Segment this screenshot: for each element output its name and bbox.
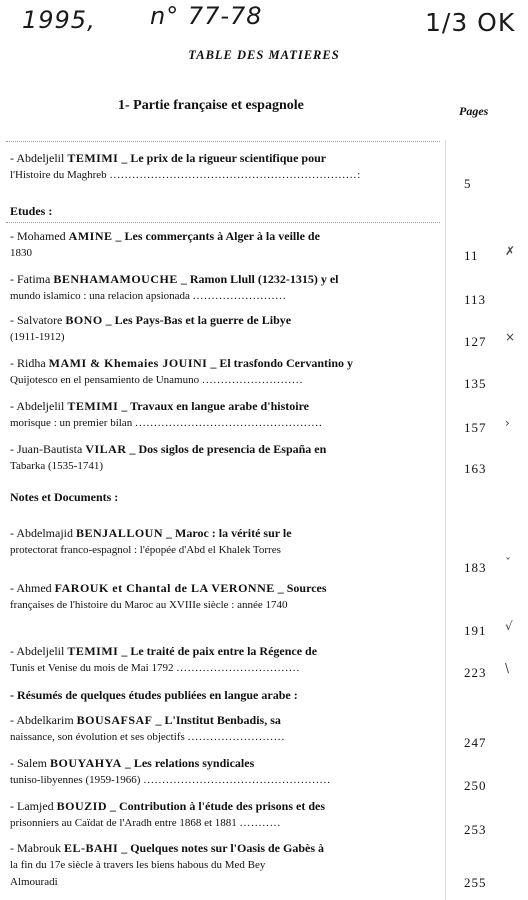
toc-entry	[10, 755, 438, 788]
entry-title-continued: (1911-1912)	[10, 331, 65, 343]
entry-title: _ Les commerçants à Alger à la veille de	[115, 229, 320, 243]
entry-title-continued: morisque : un premier bilan	[10, 417, 133, 429]
entry-title-continued: Almouradi	[10, 876, 58, 888]
entry-title: _ Sources	[277, 581, 327, 595]
entry-author-name: FAROUK et Chantal de LA VERONNE	[54, 581, 275, 595]
leader-dots: .................................	[176, 662, 301, 674]
entry-title-continued: prisonniers au Caïdat de l'Aradh entre 1868 et 1881	[10, 817, 237, 829]
entry-title-continued: protectorat franco-espagnol : l'épopée d'Abd el Khalek Torres	[10, 544, 281, 556]
entry-title: _ Dos siglos de presencia de España en	[129, 442, 327, 456]
handwritten-check-mark: ✗	[505, 244, 516, 258]
entry-page-number: 253	[464, 822, 487, 837]
handwritten-check-mark: ˇ	[505, 556, 511, 570]
entry-author-name: VILAR	[85, 442, 127, 456]
section-resumes: - Résumés de quelques études publiées en langue arabe :	[10, 688, 298, 702]
toc-entry	[10, 643, 438, 676]
entry-title-continued: Tunis et Venise du mois de Mai 1792	[10, 662, 174, 674]
entry-title-continued: 1830	[10, 247, 32, 259]
section-notes: Notes et Documents :	[10, 490, 119, 504]
handwritten-issue-number: n° 77-78	[150, 2, 263, 30]
entry-author-name: AMINE	[68, 229, 113, 243]
entry-author-firstname: - Lamjed	[10, 799, 54, 813]
entry-author-firstname: - Abdeljelil	[10, 399, 65, 413]
entry-author-firstname: - Salem	[10, 756, 47, 770]
entry-title-continued: tuniso-libyennes (1959-1966)	[10, 774, 141, 786]
toc-entry	[10, 312, 438, 345]
entry-page-number: 5	[464, 176, 472, 191]
entry-title-continued: l'Histoire du Maghreb	[10, 169, 107, 181]
entry-page-number: 135	[464, 376, 487, 391]
toc-entry	[10, 228, 438, 261]
entry-page-number: 250	[464, 778, 487, 793]
entry-title: _ Le traité de paix entre la Régence de	[121, 644, 318, 658]
entry-author-firstname: - Juan-Bautista	[10, 442, 83, 456]
handwritten-check-mark: √	[505, 619, 513, 633]
leader-dots: ...........	[239, 817, 282, 829]
toc-entry	[10, 150, 438, 183]
entry-author-firstname: - Salvatore	[10, 313, 63, 327]
entry-title: _ Quelques notes sur l'Oasis de Gabès à	[121, 841, 324, 855]
entry-title-continued: naissance, son évolution et ses objectifs	[10, 731, 185, 743]
entry-page-number: 157	[464, 420, 487, 435]
entry-author-firstname: - Mabrouk	[10, 841, 61, 855]
entry-author-firstname: - Abdeljelil	[10, 151, 65, 165]
entry-page-number: 183	[464, 560, 487, 575]
entry-author-name: BONO	[65, 313, 103, 327]
leader-dots: ..........................	[187, 731, 286, 743]
entry-title: _ Les Pays-Bas et la guerre de Libye	[105, 313, 292, 327]
entry-title: _ Le prix de la rigueur scientifique pour	[121, 151, 327, 165]
entry-author-firstname: - Abdelkarim	[10, 713, 74, 727]
column-divider	[445, 140, 446, 900]
entry-author-name: BOUZID	[56, 799, 107, 813]
entry-title: _ El trasfondo Cervantino y	[210, 356, 353, 370]
entry-title-continued: mundo islamico : una relacion apsionada	[10, 290, 190, 302]
entry-author-name: BOUSAFSAF	[76, 713, 153, 727]
toc-entry	[10, 441, 438, 474]
entry-author-name: MAMI & Khemaies JOUINI	[48, 356, 208, 370]
toc-entry	[10, 840, 438, 890]
entry-author-name: BENJALLOUN	[76, 526, 164, 540]
entry-title: _ Ramon Llull (1232-1315) y el	[180, 272, 339, 286]
entry-page-number: 247	[464, 735, 487, 750]
entry-author-firstname: - Abdeljelil	[10, 644, 65, 658]
toc-entry	[10, 398, 438, 431]
entry-author-firstname: - Ahmed	[10, 581, 52, 595]
entry-title-continued: Tabarka (1535-1741)	[10, 460, 104, 472]
entry-author-firstname: - Fatima	[10, 272, 51, 286]
entry-author-name: TEMIMI	[67, 151, 119, 165]
entry-title-continued: Quijotesco en el pensamiento de Unamuno	[10, 374, 200, 386]
pages-column-header: Pages	[459, 104, 489, 118]
leader-dots: .........................	[192, 290, 287, 302]
entry-author-name: TEMIMI	[67, 399, 119, 413]
entry-title: _ L'Institut Benbadis, sa	[155, 713, 281, 727]
toc-entry	[10, 525, 438, 558]
divider	[6, 141, 440, 142]
entry-page-number: 223	[464, 665, 487, 680]
section-etudes: Etudes :	[10, 204, 53, 218]
handwritten-year: 1995,	[22, 6, 96, 34]
entry-author-firstname: - Ridha	[10, 356, 46, 370]
entry-author-name: BOUYAHYA	[50, 756, 122, 770]
toc-entry	[10, 580, 438, 613]
toc-entry	[10, 712, 438, 745]
entry-page-number: 11	[464, 248, 479, 263]
page-title: TABLE DES MATIERES	[188, 48, 340, 62]
toc-entry	[10, 798, 438, 831]
entry-author-firstname: - Abdelmajid	[10, 526, 73, 540]
entry-author-name: BENHAMAMOUCHE	[53, 272, 178, 286]
entry-title-continued: françaises de l'histoire du Maroc au XVIIIe siècle : année 1740	[10, 599, 288, 611]
handwritten-check-mark: ›	[505, 416, 510, 430]
entry-title: _ Maroc : la vérité sur le	[166, 526, 292, 540]
handwritten-check-mark: ×	[505, 330, 516, 344]
entry-title: _ Contribution à l'étude des prisons et des	[110, 799, 326, 813]
entry-page-number: 113	[464, 292, 487, 307]
toc-entry	[10, 271, 438, 304]
entry-page-number: 127	[464, 334, 487, 349]
leader-dots: ...........................	[202, 374, 304, 386]
part-subtitle: 1- Partie française et espagnole	[118, 98, 304, 113]
handwritten-status: 1/3 OK	[425, 8, 516, 37]
entry-page-number: 191	[464, 623, 487, 638]
leader-dots: ..................................................	[135, 417, 323, 429]
toc-entry	[10, 355, 438, 388]
entry-author-name: EL-BAHI	[64, 841, 119, 855]
entry-page-number: 163	[464, 461, 487, 476]
entry-page-number: 255	[464, 875, 487, 890]
leader-dots: ..................................................	[143, 774, 331, 786]
entry-title: _ Les relations syndicales	[124, 756, 255, 770]
leader-dots: ..................................................................:	[109, 169, 362, 181]
entry-author-firstname: - Mohamed	[10, 229, 66, 243]
handwritten-check-mark: \	[505, 661, 510, 675]
divider	[6, 222, 440, 223]
entry-title: _ Travaux en langue arabe d'histoire	[121, 399, 310, 413]
entry-author-name: TEMIMI	[67, 644, 119, 658]
entry-title-continued: la fin du 17e siècle à travers les biens habous du Med Bey	[10, 859, 266, 871]
